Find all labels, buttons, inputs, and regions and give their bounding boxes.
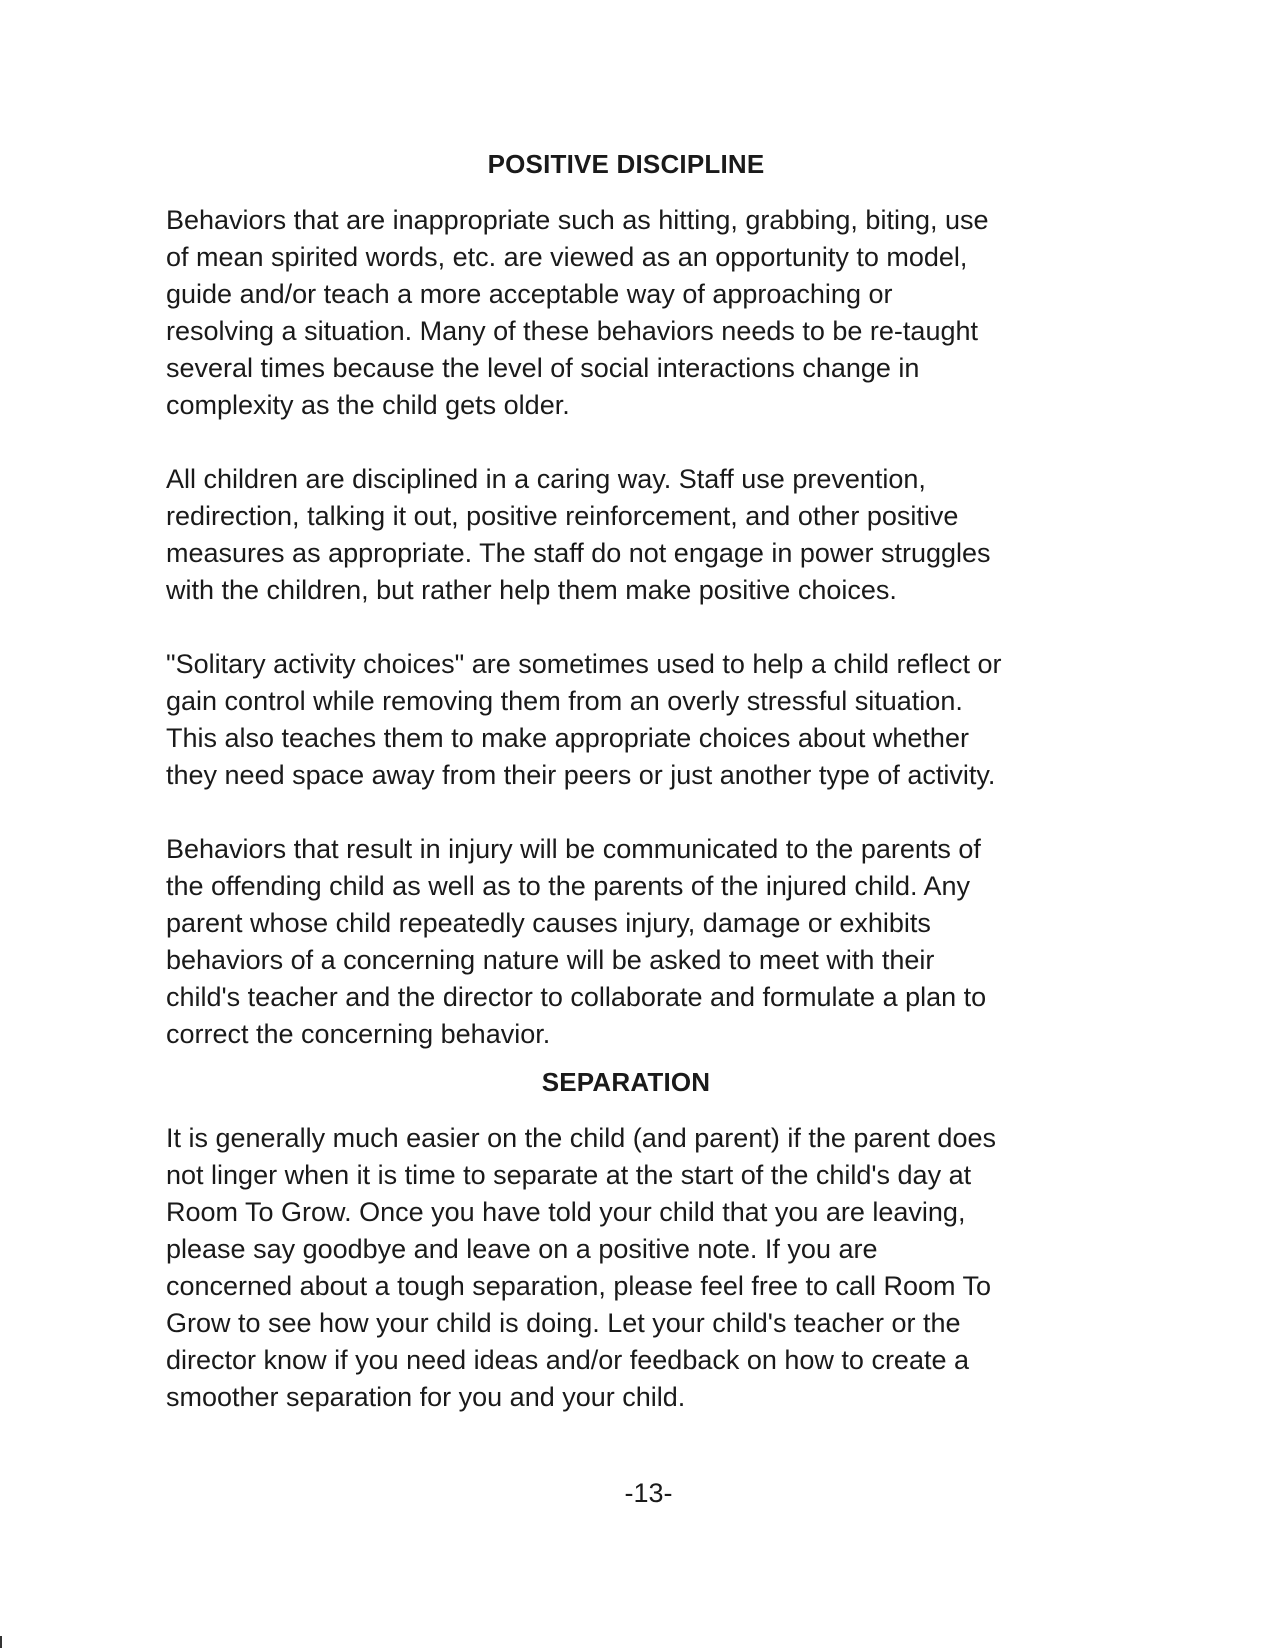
paragraph-caring-discipline: All children are disciplined in a caring way. Staff use prevention, redirection, talking it out, positive reinforcement, and other positive measures as appropriate. The staff do not engage in power struggles with the children, but rather help them make positive choices. xyxy=(166,464,991,605)
page-content xyxy=(166,148,1076,1416)
paragraph-injury-behaviors: Behaviors that result in injury will be communicated to the parents of the offending child as well as to the parents of the injured child. Any parent whose child repeatedly causes injury, damage or exhibits behaviors of a concerning nature will be asked to meet with their child's teacher and the director to collaborate and formulate a plan to correct the concerning behavior. xyxy=(166,834,987,1049)
paragraph-solitary-activity: "Solitary activity choices" are sometimes used to help a child reflect or gain control while removing them from an overly stressful situation. This also teaches them to make appropriate choices about whether they need space away from their peers or just another type of activity. xyxy=(166,649,1002,790)
heading-separation: SEPARATION xyxy=(541,1067,711,1097)
heading-positive-discipline: POSITIVE DISCIPLINE xyxy=(487,149,765,179)
page-number: -13- xyxy=(624,1478,673,1508)
scan-edge-mark xyxy=(0,1636,2,1648)
paragraph-inappropriate-behaviors: Behaviors that are inappropriate such as hitting, grabbing, biting, use of mean spirited words, etc. are viewed as an opportunity to model, guide and/or teach a more acceptable way of approaching or resolving a situation. Many of these behaviors needs to be re-taught several times because the level of social interactions change in complexity as the child gets older. xyxy=(166,205,989,420)
paragraph-separation: It is generally much easier on the child (and parent) if the parent does not linger when it is time to separate at the start of the child's day at Room To Grow. Once you have told your child that you are leaving, please say goodbye and leave on a positive note. If you are concerned about a tough separation, please feel free to call Room To Grow to see how your child is doing. Let your child's teacher or the director know if you need ideas and/or feedback on how to create a smoother separation for you and your child. xyxy=(166,1123,996,1412)
